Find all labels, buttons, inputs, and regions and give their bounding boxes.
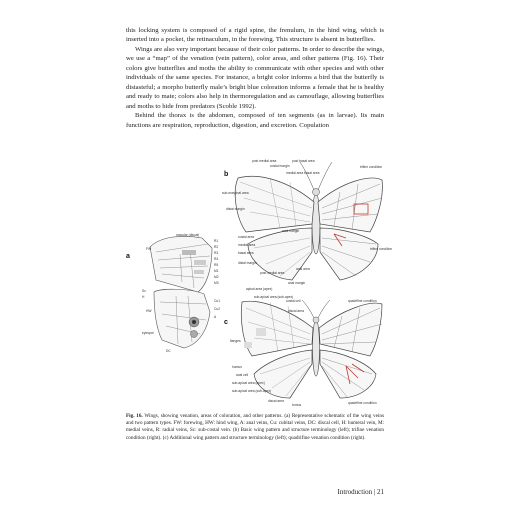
vein-label: M1 xyxy=(214,269,219,273)
label-sub-apical-apex: sub-apical area (apex) xyxy=(232,381,265,385)
body-text xyxy=(126,26,384,130)
vein-label: Sc xyxy=(142,289,146,293)
vein-label: R4 xyxy=(214,257,219,261)
label-trifine-top: trifine condition xyxy=(360,165,383,169)
label-sub-marginal-area: sub-marginal area xyxy=(222,191,249,195)
paragraph-1: this locking system is composed of a rigid spine, the frenulum, in the hind wing, which is inserted into a pocket, the retinaculum, in the forewing. This structure is absent in butterflies. xyxy=(126,27,384,44)
paragraph-2: Wings are also very important because of their color patterns. In order to describe the wings, we use a “map” of the venation (vein pattern), color areas, and other patterns (Fig. 16). Their colors give butterflies and moths the ability to communicate with other species and with other individuals of the same species. For instance, a bright color informs a bird that the butterfly is distasteful; a morpho butterfly male’s bright blue coloration informs a female that he is healthy and ready to mate; colors also help in thermoregulation and as camouflage, allowing butterflies and moths to hide from predators (Scoble 1992). xyxy=(126,45,384,110)
vein-label: Cu1 xyxy=(214,299,221,303)
label-sub-apical-sub: sub-apical area (sub-apex) xyxy=(232,389,272,393)
page-footer xyxy=(300,488,384,496)
panel-c-letter: c xyxy=(224,319,228,326)
panel-c-right-forewing xyxy=(319,303,382,356)
label-anal-area: anal area xyxy=(296,267,310,271)
vein-label: M3 xyxy=(214,281,219,285)
label-anal-cell: anal cell xyxy=(236,373,249,377)
label-discal-area-2: discal area xyxy=(268,399,284,403)
figure-16 xyxy=(120,152,393,410)
figure-caption xyxy=(126,413,384,442)
panel-b-letter: b xyxy=(224,171,229,178)
label-basal-area: basal area xyxy=(304,171,320,175)
running-head: Introduction xyxy=(337,488,373,496)
label-discal-area: discal area xyxy=(288,309,304,313)
panel-b-right-forewing xyxy=(318,178,382,232)
vein-label: H xyxy=(142,295,145,299)
label-humus: humus xyxy=(232,365,242,369)
label-medial-area: medial area xyxy=(286,171,304,175)
footer-separator: | xyxy=(373,488,376,496)
panel-b xyxy=(222,159,392,285)
label-costal-margin: costal margin xyxy=(270,164,290,168)
label-tornus: tornus xyxy=(292,403,302,407)
vein-label: R1 xyxy=(214,239,219,243)
panel-c xyxy=(224,287,382,407)
panel-b-right-hindwing xyxy=(320,228,378,280)
vein-label: Cu2 xyxy=(214,307,221,311)
label-costal-cell: costal cell xyxy=(286,299,301,303)
page-number: 21 xyxy=(377,488,384,496)
fw-label: FW xyxy=(146,247,152,251)
vein-label: DC xyxy=(166,349,171,353)
vein-label: R5 xyxy=(214,263,219,267)
label-sub-apical-area: sub-apical area (sub-apex) xyxy=(254,295,294,299)
eyespot-label: eyespot xyxy=(142,331,154,335)
paragraph-3: Behind the thorax is the abdomen, composed of ten segments (as in larvae). Its main functions are respiration, reproduction, digestion, and excretion. Copulation xyxy=(126,112,384,129)
wing-diagram xyxy=(120,152,393,410)
label-distal-margin: distal margin xyxy=(226,207,245,211)
panel-a-hindwing xyxy=(154,289,210,348)
label-quadrifine-bottom: quadrifine condition xyxy=(348,401,377,405)
panel-a-letter: a xyxy=(126,253,130,260)
label-distal-margin-hw: distal margin xyxy=(238,261,257,265)
label-post-medial-area: post medial area xyxy=(252,159,277,163)
label-quadrifine-top: quadrifine condition xyxy=(348,299,377,303)
label-flanges: flanges xyxy=(230,339,241,343)
label-trifine-side: trifine condition xyxy=(370,247,393,251)
panel-c-body xyxy=(313,320,320,376)
vein-label: M2 xyxy=(214,275,219,279)
caption-text: Wings, showing venation, areas of coloration, and other patterns. (a) Representative schematic of the wing veins and two pattern types. FW: forewing, HW: hind wing, A: anal veins, Cu: cubital veins, DC: discal cell, H: humeral vein, M: medial veins, R: radial veins, Sc: sub-costal vein. (b) Basic wing pattern and structure terminology (left); trifine venation condition (right). (c) Additional wing pattern and structure terminology (left); quadrifine venation condition (right). xyxy=(126,413,384,441)
vein-label: R3 xyxy=(214,251,219,255)
label-basal-area-hw: basal area xyxy=(238,251,254,255)
vein-label: A xyxy=(214,315,217,319)
label-costal-area: costal area xyxy=(238,235,255,239)
macular-label: macular (discal) xyxy=(176,233,200,237)
label-apical-area: apical area (apex) xyxy=(246,287,273,291)
vein-label: R2 xyxy=(214,245,219,249)
label-post-basal-area: post basal area xyxy=(292,159,315,163)
label-medial-area-hw: medial area xyxy=(238,243,256,247)
label-post-medial-area-hw: post medial area xyxy=(260,271,285,275)
label-anal-margin: anal margin xyxy=(282,229,300,233)
macular-patch xyxy=(182,250,196,255)
label-anal-margin-hw: anal margin xyxy=(288,281,306,285)
caption-label: Fig. 16. xyxy=(126,413,143,419)
hw-label: HW xyxy=(146,309,152,313)
panel-a xyxy=(126,233,220,353)
